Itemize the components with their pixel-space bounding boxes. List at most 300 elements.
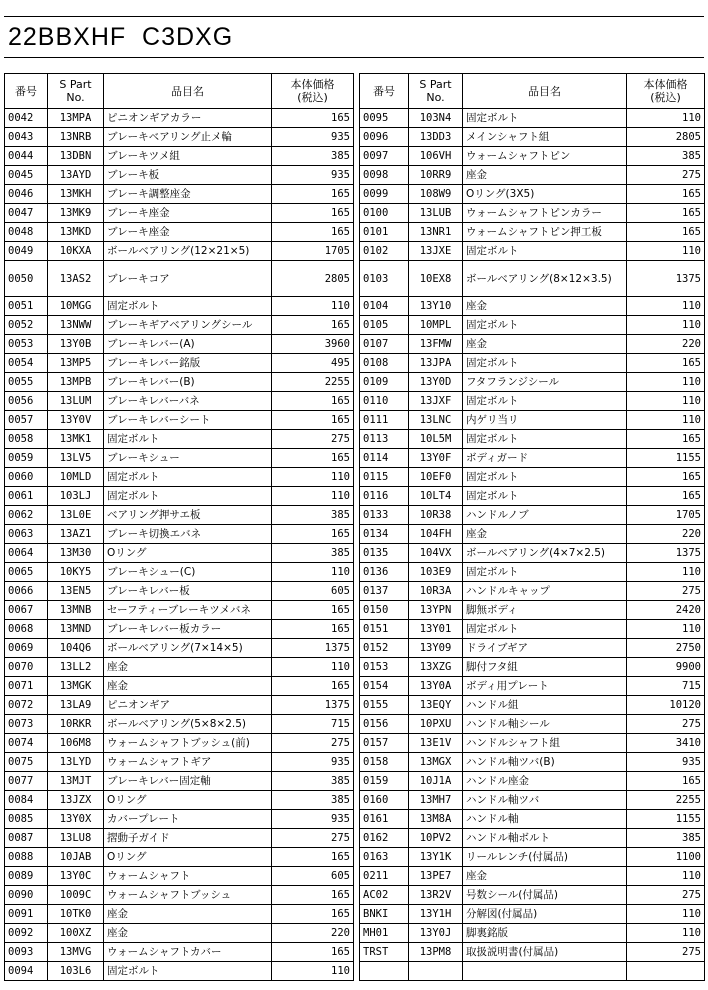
item-code-cell: 0066 xyxy=(5,582,48,601)
item-name-cell: ハンドル軸ツバ(B) xyxy=(463,753,627,772)
price-cell: 165 xyxy=(272,411,354,430)
item-code-cell: 0063 xyxy=(5,525,48,544)
item-name-cell: ブレーキギアベアリングシール xyxy=(104,316,272,335)
price-cell: 165 xyxy=(272,848,354,867)
table-row xyxy=(5,563,354,582)
part-number-cell: 13MND xyxy=(48,620,104,639)
part-number-cell: 13LA9 xyxy=(48,696,104,715)
item-name-cell: フタフランジシール xyxy=(463,373,627,392)
table-row xyxy=(360,924,705,943)
price-cell: 110 xyxy=(627,373,705,392)
price-cell: 110 xyxy=(272,962,354,981)
price-cell: 2255 xyxy=(627,791,705,810)
item-code-cell: 0054 xyxy=(5,354,48,373)
item-code-cell: 0049 xyxy=(5,242,48,261)
part-number-cell: 103N4 xyxy=(409,109,463,128)
table-row xyxy=(360,829,705,848)
table-row xyxy=(360,563,705,582)
part-number-cell: 13AZ1 xyxy=(48,525,104,544)
table-row xyxy=(5,867,354,886)
item-name-cell: 分解図(付属品) xyxy=(463,905,627,924)
table-row xyxy=(360,886,705,905)
item-name-cell: セーフティーブレーキツメバネ xyxy=(104,601,272,620)
table-row xyxy=(5,242,354,261)
item-name-cell: 座金 xyxy=(463,297,627,316)
part-number-cell: 13MK9 xyxy=(48,204,104,223)
part-number-cell: 100XZ xyxy=(48,924,104,943)
table-row xyxy=(5,620,354,639)
part-number-cell: 13MH7 xyxy=(409,791,463,810)
price-cell: 605 xyxy=(272,582,354,601)
table-row xyxy=(360,261,705,297)
item-name-cell: ブレーキレバーバネ xyxy=(104,392,272,411)
part-number-cell: 13Y1H xyxy=(409,905,463,924)
price-cell: 715 xyxy=(627,677,705,696)
price-cell: 275 xyxy=(272,829,354,848)
price-cell: 165 xyxy=(272,677,354,696)
item-name-cell: Oリング(3X5) xyxy=(463,185,627,204)
item-name-cell: ハンドルシャフト組 xyxy=(463,734,627,753)
table-row xyxy=(360,810,705,829)
price-cell: 110 xyxy=(627,297,705,316)
price-cell: 165 xyxy=(272,392,354,411)
table-row xyxy=(5,924,354,943)
item-name-cell: ブレーキレバー(A) xyxy=(104,335,272,354)
table-row xyxy=(360,354,705,373)
item-name-cell: 固定ボルト xyxy=(104,962,272,981)
table-row xyxy=(360,734,705,753)
table-row xyxy=(360,449,705,468)
part-number-cell: 13PE7 xyxy=(409,867,463,886)
item-name-cell: ブレーキレバー銘版 xyxy=(104,354,272,373)
part-number-cell: 13MKD xyxy=(48,223,104,242)
table-row xyxy=(5,696,354,715)
table-row xyxy=(360,223,705,242)
item-code-cell: 0069 xyxy=(5,639,48,658)
price-cell: 935 xyxy=(272,753,354,772)
price-cell: 220 xyxy=(627,335,705,354)
price-cell: 935 xyxy=(272,128,354,147)
part-number-cell: 13Y09 xyxy=(409,639,463,658)
price-cell: 110 xyxy=(272,658,354,677)
price-cell: 165 xyxy=(272,525,354,544)
part-number-cell: 10MGG xyxy=(48,297,104,316)
table-row xyxy=(5,297,354,316)
item-name-cell: ブレーキレバー固定軸 xyxy=(104,772,272,791)
item-name-cell: ブレーキ板 xyxy=(104,166,272,185)
part-number-cell: 13MNB xyxy=(48,601,104,620)
item-code-cell: 0067 xyxy=(5,601,48,620)
item-name-cell: 固定ボルト xyxy=(463,392,627,411)
part-number-cell: 13MP5 xyxy=(48,354,104,373)
price-cell: 1705 xyxy=(272,242,354,261)
item-code-cell: 0150 xyxy=(360,601,409,620)
item-code-cell: AC02 xyxy=(360,886,409,905)
part-number-cell: 10MPL xyxy=(409,316,463,335)
item-name-cell: 座金 xyxy=(463,525,627,544)
table-row xyxy=(360,753,705,772)
price-cell: 275 xyxy=(627,715,705,734)
part-number-cell: 13Y0V xyxy=(48,411,104,430)
item-code-cell: 0162 xyxy=(360,829,409,848)
item-name-cell: ブレーキ調整座金 xyxy=(104,185,272,204)
item-code-cell: 0099 xyxy=(360,185,409,204)
item-code-cell: 0068 xyxy=(5,620,48,639)
part-number-cell: 13EN5 xyxy=(48,582,104,601)
item-code-cell: 0133 xyxy=(360,506,409,525)
part-number-cell: 13YPN xyxy=(409,601,463,620)
item-name-cell: ブレーキ切換エバネ xyxy=(104,525,272,544)
table-row xyxy=(5,886,354,905)
item-name-cell: ウォームシャフトブッシュ(前) xyxy=(104,734,272,753)
item-name-cell: ボディ用プレート xyxy=(463,677,627,696)
item-name-cell: ブレーキ座金 xyxy=(104,223,272,242)
header-part-no-text: S Part No. xyxy=(59,78,92,104)
item-name-cell: 固定ボルト xyxy=(463,487,627,506)
item-name-cell: ウォームシャフトギア xyxy=(104,753,272,772)
part-number-cell: 10LT4 xyxy=(409,487,463,506)
item-code-cell: 0153 xyxy=(360,658,409,677)
item-name-cell: 固定ボルト xyxy=(104,430,272,449)
part-number-cell: 13PM8 xyxy=(409,943,463,962)
price-cell: 385 xyxy=(272,791,354,810)
part-number-cell: 13NRB xyxy=(48,128,104,147)
price-cell: 275 xyxy=(627,582,705,601)
table-row xyxy=(5,487,354,506)
item-name-cell: ボディガード xyxy=(463,449,627,468)
price-cell: 2805 xyxy=(627,128,705,147)
table-row xyxy=(360,639,705,658)
item-name-cell: ブレーキベアリング止メ輪 xyxy=(104,128,272,147)
part-number-cell: 10J1A xyxy=(409,772,463,791)
item-code-cell: 0104 xyxy=(360,297,409,316)
item-name-cell: 固定ボルト xyxy=(104,468,272,487)
price-cell: 275 xyxy=(272,430,354,449)
price-cell: 2420 xyxy=(627,601,705,620)
table-row xyxy=(5,658,354,677)
price-cell: 935 xyxy=(272,166,354,185)
item-code-cell: 0137 xyxy=(360,582,409,601)
item-name-cell: 固定ボルト xyxy=(463,354,627,373)
item-code-cell: 0108 xyxy=(360,354,409,373)
item-name-cell: 座金 xyxy=(104,677,272,696)
price-cell: 110 xyxy=(272,297,354,316)
part-number-cell: 13LL2 xyxy=(48,658,104,677)
table-row xyxy=(360,715,705,734)
item-code-cell: 0136 xyxy=(360,563,409,582)
item-code-cell: 0084 xyxy=(5,791,48,810)
part-number-cell: 13Y0B xyxy=(48,335,104,354)
part-number-cell: 108W9 xyxy=(409,185,463,204)
item-name-cell: 脚付フタ組 xyxy=(463,658,627,677)
price-cell: 110 xyxy=(627,242,705,261)
part-number-cell: 103L6 xyxy=(48,962,104,981)
part-number-cell: 104FH xyxy=(409,525,463,544)
item-name-cell: ハンドル組 xyxy=(463,696,627,715)
price-cell: 2255 xyxy=(272,373,354,392)
item-code-cell: 0060 xyxy=(5,468,48,487)
price-cell: 1375 xyxy=(627,261,705,297)
item-name-cell: ベアリング押サエ板 xyxy=(104,506,272,525)
table-row xyxy=(360,128,705,147)
price-cell: 110 xyxy=(627,620,705,639)
price-cell: 1705 xyxy=(627,506,705,525)
part-number-cell: 1009C xyxy=(48,886,104,905)
price-cell: 165 xyxy=(272,185,354,204)
item-code-cell: 0158 xyxy=(360,753,409,772)
table-row xyxy=(360,848,705,867)
item-code-cell: 0152 xyxy=(360,639,409,658)
item-code-cell: 0062 xyxy=(5,506,48,525)
price-cell: 385 xyxy=(272,147,354,166)
header-price-text: 本体価格 (税込) xyxy=(290,78,335,104)
table-row xyxy=(5,261,354,297)
item-name-cell: ブレーキレバー板 xyxy=(104,582,272,601)
item-name-cell: ウォームシャフトカバー xyxy=(104,943,272,962)
table-row xyxy=(5,848,354,867)
part-number-cell: 13M30 xyxy=(48,544,104,563)
table-row xyxy=(5,772,354,791)
table-row xyxy=(360,109,705,128)
part-number-cell: 13Y1K xyxy=(409,848,463,867)
part-number-cell: 10EF0 xyxy=(409,468,463,487)
item-name-cell: ボールベアリング(12×21×5) xyxy=(104,242,272,261)
table-row xyxy=(5,544,354,563)
part-number-cell: 13L0E xyxy=(48,506,104,525)
item-name-cell: ブレーキレバー(B) xyxy=(104,373,272,392)
table-row xyxy=(5,109,354,128)
part-number-cell: 13DD3 xyxy=(409,128,463,147)
part-number-cell: 10L5M xyxy=(409,430,463,449)
part-number-cell: 13Y0C xyxy=(48,867,104,886)
item-name-cell: カバープレート xyxy=(104,810,272,829)
item-name-cell: ボールベアリング(4×7×2.5) xyxy=(463,544,627,563)
price-cell xyxy=(627,962,705,981)
item-name-cell: ピニオンギア xyxy=(104,696,272,715)
price-cell: 165 xyxy=(272,620,354,639)
item-code-cell: 0053 xyxy=(5,335,48,354)
price-cell: 165 xyxy=(627,772,705,791)
item-code-cell: 0111 xyxy=(360,411,409,430)
item-name-cell: メインシャフト組 xyxy=(463,128,627,147)
item-name-cell xyxy=(463,962,627,981)
part-number-cell: 10PXU xyxy=(409,715,463,734)
table-row xyxy=(360,335,705,354)
header-item-name: 品目名 xyxy=(463,74,627,109)
part-number-cell: 13FMW xyxy=(409,335,463,354)
table-row xyxy=(5,753,354,772)
item-code-cell: 0092 xyxy=(5,924,48,943)
item-code-cell: 0091 xyxy=(5,905,48,924)
item-name-cell: 固定ボルト xyxy=(463,242,627,261)
part-number-cell: 13JXF xyxy=(409,392,463,411)
part-number-cell: 13Y0A xyxy=(409,677,463,696)
item-code-cell: 0073 xyxy=(5,715,48,734)
table-row xyxy=(5,829,354,848)
item-name-cell: 固定ボルト xyxy=(104,297,272,316)
part-number-cell: 13LYD xyxy=(48,753,104,772)
table-row xyxy=(360,373,705,392)
part-number-cell: 13AS2 xyxy=(48,261,104,297)
part-number-cell: 13Y0J xyxy=(409,924,463,943)
table-row xyxy=(360,297,705,316)
price-cell: 165 xyxy=(272,905,354,924)
item-name-cell: 固定ボルト xyxy=(463,563,627,582)
table-row xyxy=(5,449,354,468)
table-row xyxy=(5,204,354,223)
item-name-cell: ハンドル軸ボルト xyxy=(463,829,627,848)
item-code-cell: 0088 xyxy=(5,848,48,867)
item-code-cell: 0070 xyxy=(5,658,48,677)
table-row xyxy=(5,810,354,829)
price-cell: 165 xyxy=(272,316,354,335)
price-cell: 495 xyxy=(272,354,354,373)
item-code-cell: 0157 xyxy=(360,734,409,753)
item-code-cell: 0072 xyxy=(5,696,48,715)
price-cell: 110 xyxy=(272,487,354,506)
part-number-cell: 13XZG xyxy=(409,658,463,677)
price-cell: 1155 xyxy=(627,810,705,829)
item-code-cell: 0100 xyxy=(360,204,409,223)
table-row xyxy=(360,601,705,620)
item-name-cell: ウォームシャフトピン xyxy=(463,147,627,166)
part-number-cell: 10EX8 xyxy=(409,261,463,297)
price-cell: 275 xyxy=(627,943,705,962)
part-number-cell: 13MGX xyxy=(409,753,463,772)
price-cell: 935 xyxy=(272,810,354,829)
price-cell: 165 xyxy=(272,449,354,468)
item-code-cell: 0107 xyxy=(360,335,409,354)
table-row xyxy=(5,943,354,962)
part-number-cell: 10KY5 xyxy=(48,563,104,582)
price-cell: 935 xyxy=(627,753,705,772)
price-cell: 715 xyxy=(272,715,354,734)
price-cell: 165 xyxy=(627,354,705,373)
table-row xyxy=(5,185,354,204)
price-cell: 385 xyxy=(272,506,354,525)
table-row xyxy=(360,166,705,185)
item-code-cell: 0163 xyxy=(360,848,409,867)
parts-table-left xyxy=(4,73,354,981)
price-cell: 10120 xyxy=(627,696,705,715)
item-name-cell: ブレーキシュー xyxy=(104,449,272,468)
item-code-cell: 0101 xyxy=(360,223,409,242)
part-number-cell: 13MGK xyxy=(48,677,104,696)
table-row xyxy=(5,223,354,242)
part-number-cell: 10PV2 xyxy=(409,829,463,848)
part-number-cell: 13AYD xyxy=(48,166,104,185)
price-cell: 385 xyxy=(272,544,354,563)
item-code-cell: 0065 xyxy=(5,563,48,582)
price-cell: 275 xyxy=(627,886,705,905)
price-cell: 110 xyxy=(627,392,705,411)
header-price xyxy=(272,74,354,109)
price-cell: 110 xyxy=(272,468,354,487)
item-name-cell: ボールベアリング(5×8×2.5) xyxy=(104,715,272,734)
header-code: 番号 xyxy=(360,74,409,109)
item-code-cell: 0116 xyxy=(360,487,409,506)
item-code-cell: 0095 xyxy=(360,109,409,128)
item-code-cell: 0074 xyxy=(5,734,48,753)
table-row xyxy=(360,677,705,696)
price-cell: 165 xyxy=(272,109,354,128)
price-cell: 110 xyxy=(627,563,705,582)
part-number-cell: 10TK0 xyxy=(48,905,104,924)
price-cell: 605 xyxy=(272,867,354,886)
item-code-cell: 0050 xyxy=(5,261,48,297)
price-cell: 1155 xyxy=(627,449,705,468)
part-number-cell: 103E9 xyxy=(409,563,463,582)
item-name-cell: Oリング xyxy=(104,544,272,563)
item-name-cell: 固定ボルト xyxy=(463,620,627,639)
price-cell: 110 xyxy=(627,411,705,430)
item-name-cell: ボールベアリング(7×14×5) xyxy=(104,639,272,658)
item-name-cell: ハンドルキャップ xyxy=(463,582,627,601)
item-name-cell: 摺動子ガイド xyxy=(104,829,272,848)
item-name-cell: 固定ボルト xyxy=(104,487,272,506)
item-name-cell: 座金 xyxy=(104,658,272,677)
price-cell: 165 xyxy=(272,223,354,242)
price-cell: 165 xyxy=(272,886,354,905)
item-code-cell xyxy=(360,962,409,981)
price-cell: 165 xyxy=(272,601,354,620)
item-code-cell: 0071 xyxy=(5,677,48,696)
table-row xyxy=(360,185,705,204)
item-code-cell: 0052 xyxy=(5,316,48,335)
item-code-cell: 0102 xyxy=(360,242,409,261)
item-name-cell: ウォームシャフトピンカラー xyxy=(463,204,627,223)
part-number-cell: 13JPA xyxy=(409,354,463,373)
item-name-cell: ハンドル座金 xyxy=(463,772,627,791)
item-code-cell: 0115 xyxy=(360,468,409,487)
item-name-cell: 取扱説明書(付属品) xyxy=(463,943,627,962)
table-row xyxy=(360,658,705,677)
price-cell: 2750 xyxy=(627,639,705,658)
item-name-cell: 座金 xyxy=(463,166,627,185)
header-price-text: 本体価格 (税込) xyxy=(643,78,688,104)
price-cell: 165 xyxy=(627,223,705,242)
table-row xyxy=(5,506,354,525)
table-row xyxy=(5,468,354,487)
item-code-cell: 0048 xyxy=(5,223,48,242)
item-name-cell: ブレーキツメ組 xyxy=(104,147,272,166)
price-cell: 1375 xyxy=(272,639,354,658)
item-code-cell: 0103 xyxy=(360,261,409,297)
table-row xyxy=(5,430,354,449)
header-part-no xyxy=(48,74,104,109)
price-cell: 165 xyxy=(627,468,705,487)
table-row xyxy=(360,544,705,563)
part-number-cell: 106VH xyxy=(409,147,463,166)
item-code-cell: MH01 xyxy=(360,924,409,943)
item-code-cell: 0085 xyxy=(5,810,48,829)
part-number-cell: 10RKR xyxy=(48,715,104,734)
item-code-cell: 0046 xyxy=(5,185,48,204)
item-code-cell: 0135 xyxy=(360,544,409,563)
table-row xyxy=(360,582,705,601)
price-cell: 220 xyxy=(272,924,354,943)
table-row xyxy=(5,601,354,620)
item-code-cell: 0090 xyxy=(5,886,48,905)
item-code-cell: 0045 xyxy=(5,166,48,185)
table-row xyxy=(5,525,354,544)
item-code-cell: 0160 xyxy=(360,791,409,810)
part-number-cell: 13MKH xyxy=(48,185,104,204)
part-number-cell: 13Y0D xyxy=(409,373,463,392)
item-code-cell: 0097 xyxy=(360,147,409,166)
part-number-cell: 13Y0X xyxy=(48,810,104,829)
part-number-cell: 104VX xyxy=(409,544,463,563)
